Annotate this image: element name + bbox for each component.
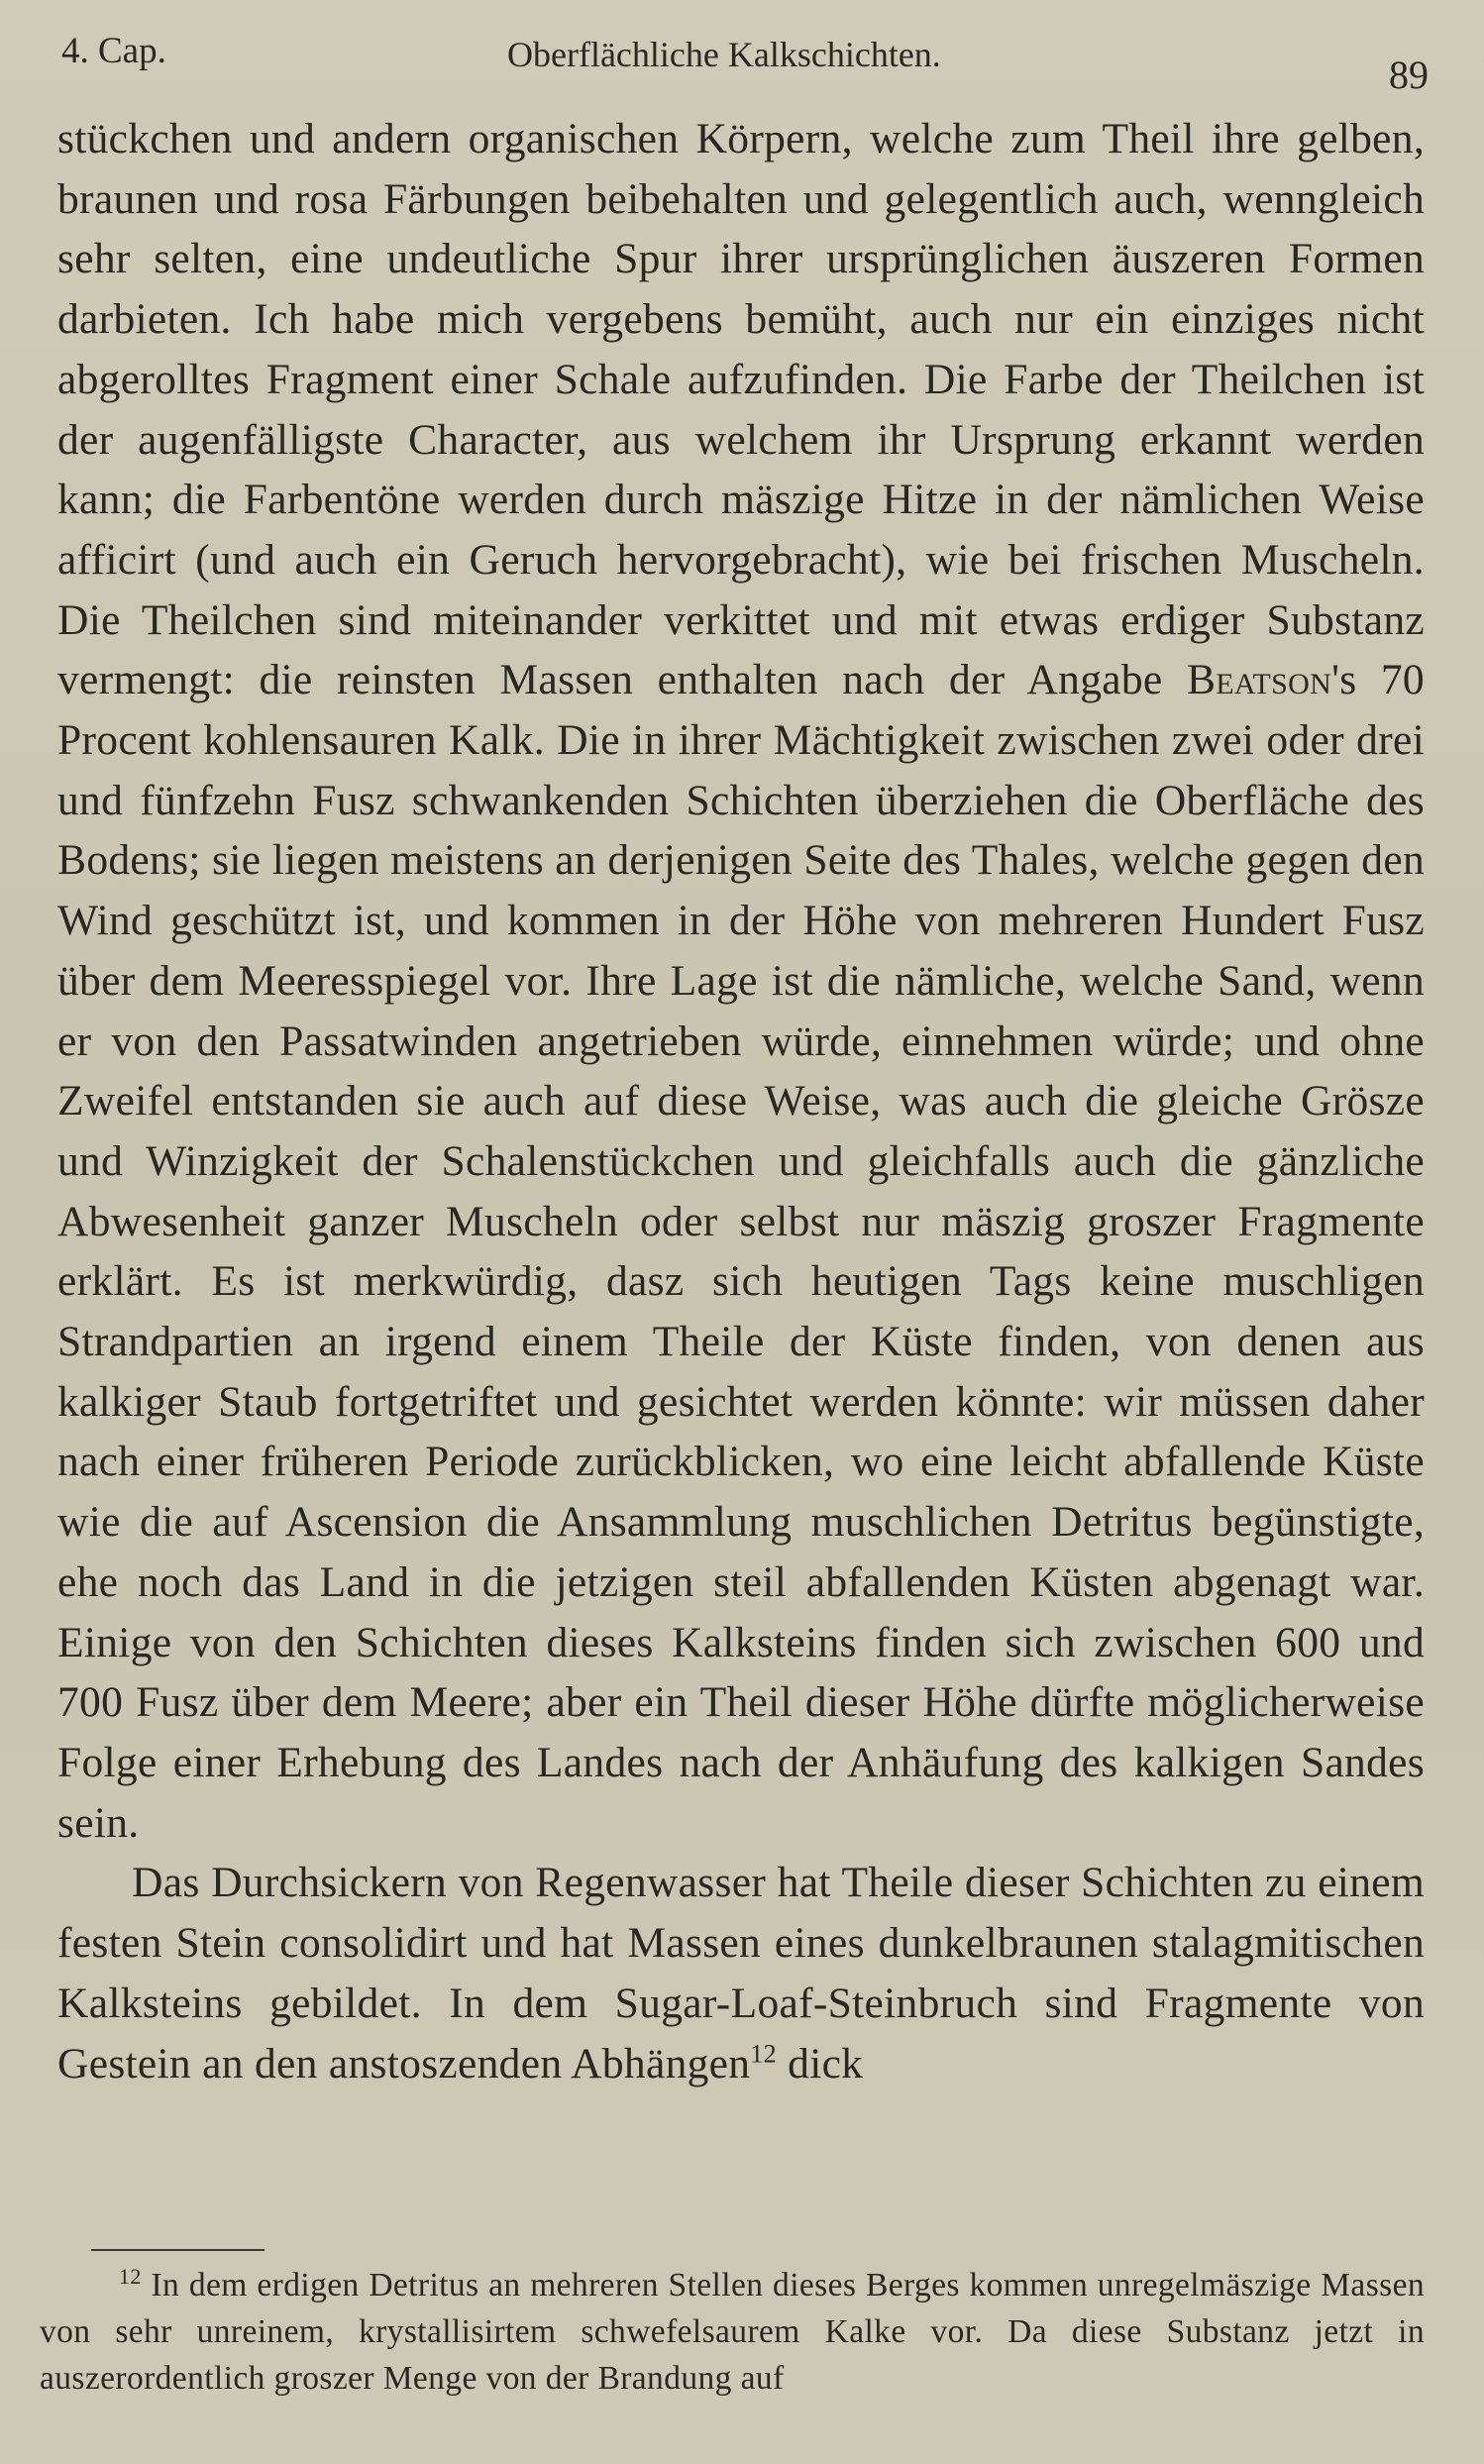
paragraph-1 xyxy=(57,109,1425,1853)
footnote-text: In dem erdigen Detritus an mehreren Stellen dieses Berges kommen unregelmäszige Massen von sehr unreinem, krystallisirtem schwefelsaurem Kalke vor. Da diese Substanz jetzt in auszerordentlich groszer Menge von der Brandung auf xyxy=(40,2267,1425,2397)
paragraph-2 xyxy=(57,1853,1425,2093)
footnote-divider xyxy=(91,2249,265,2251)
paragraph-1-text-b: 's 70 Procent kohlensauren Kalk. Die in ihrer Mächtigkeit zwischen zwei oder drei und fünfzehn Fusz schwankenden Schichten überziehen die Oberfläche des Bodens; sie liegen meistens an derjenigen Seite des Thales, welche gegen den Wind geschützt ist, und kommen in der Höhe von mehreren Hundert Fusz über dem Meeresspiegel vor. Ihre Lage ist die nämliche, welche Sand, wenn er von den Passatwinden angetrieben würde, einnehmen würde; und ohne Zweifel entstanden sie auch auf diese Weise, was auch die gleiche Grösze und Winzigkeit der Schalenstückchen und gleichfalls auch die gänzliche Abwesenheit ganzer Muscheln oder selbst nur mäszig groszer Fragmente erklärt. Es ist merkwürdig, dasz sich heutigen Tags keine muschligen Strandpartien an irgend einem Theile der Küste finden, von denen aus kalkiger Staub fortgetriftet und gesichtet werden könnte: wir müssen daher nach einer früheren Periode zurückblicken, wo eine leicht abfallende Küste wie die auf Ascension die Ansammlung muschlichen Detritus begünstigte, ehe noch das Land in die jetzigen steil abfallenden Küsten abgenagt war. Einige von den Schichten dieses Kalksteins finden sich zwischen 600 und 700 Fusz über dem Meere; aber ein Theil dieser Höhe dürfte möglicherweise Folge einer Erhebung des Landes nach der Anhäufung des kalkigen Sandes sein. xyxy=(57,656,1425,1847)
page-number: 89 xyxy=(1389,53,1429,97)
footnotes xyxy=(40,2262,1425,2402)
footnote-reference-12[interactable]: 12 xyxy=(750,2039,777,2068)
main-text xyxy=(57,109,1425,2093)
page-header xyxy=(61,22,1429,97)
footnote-number: 12 xyxy=(119,2263,142,2289)
author-name-beatson: Beatson xyxy=(1186,656,1332,704)
paragraph-1-text-a: stückchen und andern organischen Körpern, welche zum Theil ihre gelben, braunen und rosa Färbungen beibehalten und gelegentlich auch, wenngleich sehr selten, eine undeutliche Spur ihrer ursprünglichen äuszeren Formen darbieten. Ich habe mich vergebens bemüht, auch nur ein einziges nicht abgerolltes Fragment einer Schale aufzufinden. Die Farbe der Theilchen ist der augenfälligste Character, aus welchem ihr Ursprung erkannt werden kann; die Farbentöne werden durch mäszige Hitze in der nämlichen Weise afficirt (und auch ein Geruch hervorgebracht), wie bei frischen Muscheln. Die Theilchen sind miteinander verkittet und mit etwas erdiger Substanz vermengt: die reinsten Massen enthalten nach der Angabe xyxy=(57,115,1425,704)
running-title: Oberflächliche Kalkschichten. xyxy=(507,35,941,74)
chapter-label: 4. Cap. xyxy=(61,31,166,71)
paragraph-2-text-a: Das Durchsickern von Regenwasser hat Theile dieser Schichten zu einem festen Stein consolidirt und hat Massen eines dunkelbraunen stalagmitischen Kalksteins gebildet. In dem Sugar-Loaf-Steinbruch sind Fragmente von Gestein an den anstoszenden Abhängen xyxy=(57,1859,1425,2088)
footnote-12 xyxy=(40,2262,1425,2402)
paragraph-2-text-b: dick xyxy=(776,2039,864,2088)
